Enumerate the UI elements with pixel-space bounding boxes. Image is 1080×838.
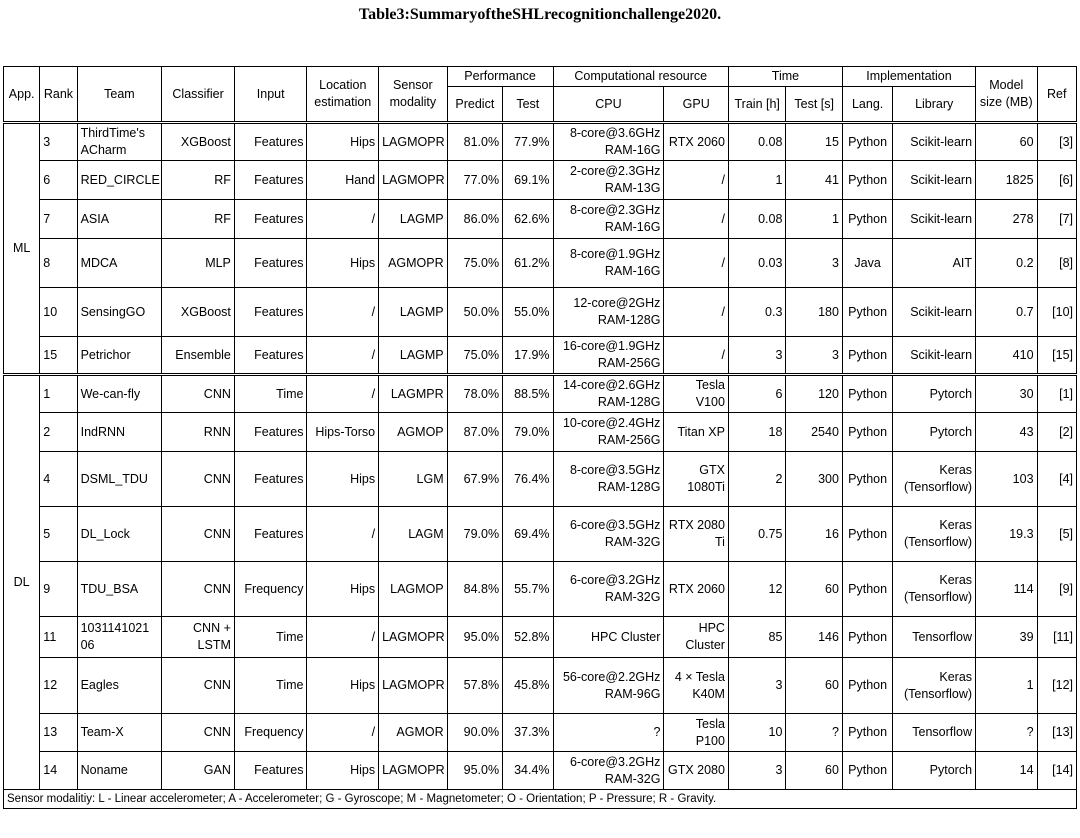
classifier-cell: XGBoost	[162, 123, 235, 161]
ref-cell: [1]	[1037, 375, 1076, 413]
location-cell: Hips	[307, 658, 379, 714]
location-cell: /	[307, 617, 379, 658]
ref-cell: [10]	[1037, 288, 1076, 337]
ref-cell: [4]	[1037, 452, 1076, 507]
location-cell: Hips	[307, 123, 379, 161]
input-cell: Frequency	[234, 562, 307, 617]
test-time-cell: 300	[786, 452, 842, 507]
team-cell: IndRNN	[77, 413, 162, 452]
train-cell: 0.08	[728, 123, 785, 161]
test-cell: 55.0%	[503, 288, 553, 337]
ref-cell: [11]	[1037, 617, 1076, 658]
lang-cell: Python	[842, 562, 892, 617]
test-time-cell: 60	[786, 658, 842, 714]
test-time-cell: 60	[786, 562, 842, 617]
table-row	[4, 658, 1077, 714]
header-computational: Computational resource	[553, 67, 728, 87]
model-size-cell: ?	[976, 714, 1038, 752]
table-row	[4, 507, 1077, 562]
team-cell: 1031141021 06	[77, 617, 162, 658]
rank-cell: 3	[40, 123, 77, 161]
input-cell: Features	[234, 288, 307, 337]
lang-cell: Python	[842, 337, 892, 375]
table-caption: Table3:SummaryoftheSHLrecognitionchallenge2020.	[358, 6, 722, 23]
sensor-cell: LAGMOP	[379, 562, 448, 617]
header-sensor: Sensor modality	[379, 67, 448, 123]
predict-cell: 84.8%	[447, 562, 502, 617]
table-row	[4, 562, 1077, 617]
table-row	[4, 617, 1077, 658]
ref-cell: [13]	[1037, 714, 1076, 752]
train-cell: 18	[728, 413, 785, 452]
rank-cell: 14	[40, 752, 77, 790]
gpu-cell: RTX 2060	[664, 123, 729, 161]
input-cell: Features	[234, 507, 307, 562]
model-size-cell: 103	[976, 452, 1038, 507]
table-row	[4, 200, 1077, 239]
library-cell: Scikit-learn	[893, 200, 976, 239]
header-classifier: Classifier	[162, 67, 235, 123]
test-time-cell: 120	[786, 375, 842, 413]
gpu-cell: HPC Cluster	[664, 617, 729, 658]
sensor-cell: LAGMOPR	[379, 161, 448, 200]
classifier-cell: CNN	[162, 507, 235, 562]
header-test-s: Test [s]	[786, 87, 842, 123]
input-cell: Time	[234, 658, 307, 714]
lang-cell: Python	[842, 714, 892, 752]
cpu-cell: 2-core@2.3GHz RAM-13G	[553, 161, 664, 200]
predict-cell: 86.0%	[447, 200, 502, 239]
rank-cell: 2	[40, 413, 77, 452]
ref-cell: [14]	[1037, 752, 1076, 790]
model-size-cell: 1	[976, 658, 1038, 714]
location-cell: Hand	[307, 161, 379, 200]
predict-cell: 90.0%	[447, 714, 502, 752]
classifier-cell: CNN	[162, 375, 235, 413]
cpu-cell: 6-core@3.5GHz RAM-32G	[553, 507, 664, 562]
train-cell: 2	[728, 452, 785, 507]
team-cell: ThirdTime's ACharm	[77, 123, 162, 161]
team-cell: Noname	[77, 752, 162, 790]
rank-cell: 1	[40, 375, 77, 413]
test-cell: 77.9%	[503, 123, 553, 161]
gpu-cell: GTX 1080Ti	[664, 452, 729, 507]
test-cell: 37.3%	[503, 714, 553, 752]
cpu-cell: 16-core@1.9GHz RAM-256G	[553, 337, 664, 375]
predict-cell: 75.0%	[447, 239, 502, 288]
team-cell: Team-X	[77, 714, 162, 752]
cpu-cell: HPC Cluster	[553, 617, 664, 658]
header-location: Location estimation	[307, 67, 379, 123]
header-predict: Predict	[447, 87, 502, 123]
library-cell: Pytorch	[893, 752, 976, 790]
table-body	[4, 123, 1077, 790]
classifier-cell: CNN	[162, 714, 235, 752]
ref-cell: [7]	[1037, 200, 1076, 239]
model-size-cell: 410	[976, 337, 1038, 375]
location-cell: /	[307, 507, 379, 562]
library-cell: AIT	[893, 239, 976, 288]
test-cell: 55.7%	[503, 562, 553, 617]
predict-cell: 67.9%	[447, 452, 502, 507]
header-team: Team	[77, 67, 162, 123]
team-cell: MDCA	[77, 239, 162, 288]
sensor-cell: LAGMOPR	[379, 658, 448, 714]
cpu-cell: 12-core@2GHz RAM-128G	[553, 288, 664, 337]
table-row	[4, 123, 1077, 161]
location-cell: Hips	[307, 239, 379, 288]
predict-cell: 95.0%	[447, 617, 502, 658]
test-time-cell: 1	[786, 200, 842, 239]
header-app: App.	[4, 67, 40, 123]
ref-cell: [3]	[1037, 123, 1076, 161]
model-size-cell: 14	[976, 752, 1038, 790]
gpu-cell: Tesla V100	[664, 375, 729, 413]
test-time-cell: 41	[786, 161, 842, 200]
train-cell: 85	[728, 617, 785, 658]
cpu-cell: 56-core@2.2GHz RAM-96G	[553, 658, 664, 714]
table-row	[4, 337, 1077, 375]
classifier-cell: GAN	[162, 752, 235, 790]
gpu-cell: /	[664, 239, 729, 288]
predict-cell: 87.0%	[447, 413, 502, 452]
model-size-cell: 19.3	[976, 507, 1038, 562]
library-cell: Keras (Tensorflow)	[893, 507, 976, 562]
test-time-cell: 3	[786, 239, 842, 288]
sensor-cell: LAGM	[379, 507, 448, 562]
library-cell: Pytorch	[893, 413, 976, 452]
test-cell: 34.4%	[503, 752, 553, 790]
lang-cell: Python	[842, 507, 892, 562]
team-cell: DSML_TDU	[77, 452, 162, 507]
team-cell: RED_CIRCLE	[77, 161, 162, 200]
header-train-h: Train [h]	[728, 87, 785, 123]
lang-cell: Python	[842, 288, 892, 337]
library-cell: Scikit-learn	[893, 337, 976, 375]
cpu-cell: 8-core@3.5GHz RAM-128G	[553, 452, 664, 507]
sensor-cell: LAGMP	[379, 288, 448, 337]
classifier-cell: CNN + LSTM	[162, 617, 235, 658]
predict-cell: 75.0%	[447, 337, 502, 375]
predict-cell: 81.0%	[447, 123, 502, 161]
input-cell: Features	[234, 452, 307, 507]
cpu-cell: ?	[553, 714, 664, 752]
rank-cell: 11	[40, 617, 77, 658]
rank-cell: 15	[40, 337, 77, 375]
cpu-cell: 14-core@2.6GHz RAM-128G	[553, 375, 664, 413]
predict-cell: 50.0%	[447, 288, 502, 337]
sensor-cell: LAGMPR	[379, 375, 448, 413]
input-cell: Frequency	[234, 714, 307, 752]
ref-cell: [6]	[1037, 161, 1076, 200]
predict-cell: 57.8%	[447, 658, 502, 714]
test-cell: 69.1%	[503, 161, 553, 200]
train-cell: 0.08	[728, 200, 785, 239]
library-cell: Scikit-learn	[893, 288, 976, 337]
predict-cell: 95.0%	[447, 752, 502, 790]
classifier-cell: MLP	[162, 239, 235, 288]
table-row	[4, 375, 1077, 413]
test-time-cell: 15	[786, 123, 842, 161]
app-cell: ML	[4, 123, 40, 375]
ref-cell: [5]	[1037, 507, 1076, 562]
rank-cell: 12	[40, 658, 77, 714]
header-library: Library	[893, 87, 976, 123]
library-cell: Tensorflow	[893, 714, 976, 752]
ref-cell: [15]	[1037, 337, 1076, 375]
model-size-cell: 114	[976, 562, 1038, 617]
predict-cell: 77.0%	[447, 161, 502, 200]
gpu-cell: Tesla P100	[664, 714, 729, 752]
predict-cell: 79.0%	[447, 507, 502, 562]
classifier-cell: CNN	[162, 658, 235, 714]
input-cell: Features	[234, 337, 307, 375]
input-cell: Features	[234, 413, 307, 452]
table-row	[4, 413, 1077, 452]
location-cell: /	[307, 714, 379, 752]
cpu-cell: 8-core@2.3GHz RAM-16G	[553, 200, 664, 239]
table-row	[4, 752, 1077, 790]
test-cell: 69.4%	[503, 507, 553, 562]
table-row	[4, 452, 1077, 507]
cpu-cell: 6-core@3.2GHz RAM-32G	[553, 562, 664, 617]
table-row	[4, 239, 1077, 288]
library-cell: Scikit-learn	[893, 123, 976, 161]
test-time-cell: 60	[786, 752, 842, 790]
library-cell: Keras (Tensorflow)	[893, 452, 976, 507]
header-cpu: CPU	[553, 87, 664, 123]
gpu-cell: RTX 2080 Ti	[664, 507, 729, 562]
team-cell: SensingGO	[77, 288, 162, 337]
location-cell: Hips	[307, 562, 379, 617]
train-cell: 0.03	[728, 239, 785, 288]
train-cell: 10	[728, 714, 785, 752]
header-test: Test	[503, 87, 553, 123]
cpu-cell: 10-core@2.4GHz RAM-256G	[553, 413, 664, 452]
team-cell: We-can-fly	[77, 375, 162, 413]
team-cell: Eagles	[77, 658, 162, 714]
footnote: Sensor modalitiy: L - Linear accelerometer; A - Accelerometer; G - Gyroscope; M - Magnetometer; O - Orientation; P - Pressure; R - Gravity.	[4, 790, 1077, 809]
header-performance: Performance	[447, 67, 553, 87]
gpu-cell: GTX 2080	[664, 752, 729, 790]
train-cell: 1	[728, 161, 785, 200]
ref-cell: [2]	[1037, 413, 1076, 452]
model-size-cell: 0.2	[976, 239, 1038, 288]
app-cell: DL	[4, 375, 40, 790]
summary-table	[3, 66, 1077, 809]
library-cell: Keras (Tensorflow)	[893, 658, 976, 714]
header-lang: Lang.	[842, 87, 892, 123]
test-cell: 17.9%	[503, 337, 553, 375]
input-cell: Features	[234, 752, 307, 790]
rank-cell: 9	[40, 562, 77, 617]
ref-cell: [9]	[1037, 562, 1076, 617]
rank-cell: 10	[40, 288, 77, 337]
input-cell: Features	[234, 161, 307, 200]
header-time: Time	[728, 67, 842, 87]
model-size-cell: 1825	[976, 161, 1038, 200]
sensor-cell: LAGMOPR	[379, 617, 448, 658]
test-cell: 61.2%	[503, 239, 553, 288]
gpu-cell: 4 × Tesla K40M	[664, 658, 729, 714]
location-cell: /	[307, 288, 379, 337]
sensor-cell: LAGMP	[379, 200, 448, 239]
input-cell: Features	[234, 239, 307, 288]
team-cell: TDU_BSA	[77, 562, 162, 617]
library-cell: Pytorch	[893, 375, 976, 413]
input-cell: Features	[234, 200, 307, 239]
library-cell: Scikit-learn	[893, 161, 976, 200]
sensor-cell: LAGMP	[379, 337, 448, 375]
team-cell: ASIA	[77, 200, 162, 239]
test-cell: 76.4%	[503, 452, 553, 507]
location-cell: Hips	[307, 452, 379, 507]
classifier-cell: XGBoost	[162, 288, 235, 337]
rank-cell: 6	[40, 161, 77, 200]
location-cell: /	[307, 200, 379, 239]
team-cell: Petrichor	[77, 337, 162, 375]
lang-cell: Python	[842, 161, 892, 200]
test-cell: 88.5%	[503, 375, 553, 413]
rank-cell: 13	[40, 714, 77, 752]
sensor-cell: AGMOR	[379, 714, 448, 752]
model-size-cell: 60	[976, 123, 1038, 161]
test-time-cell: 16	[786, 507, 842, 562]
gpu-cell: /	[664, 288, 729, 337]
lang-cell: Python	[842, 200, 892, 239]
sensor-cell: LAGMOPR	[379, 752, 448, 790]
location-cell: Hips	[307, 752, 379, 790]
lang-cell: Python	[842, 752, 892, 790]
test-time-cell: 3	[786, 337, 842, 375]
test-cell: 62.6%	[503, 200, 553, 239]
sensor-cell: LGM	[379, 452, 448, 507]
model-size-cell: 30	[976, 375, 1038, 413]
cpu-cell: 6-core@3.2GHz RAM-32G	[553, 752, 664, 790]
input-cell: Time	[234, 375, 307, 413]
ref-cell: [8]	[1037, 239, 1076, 288]
test-cell: 79.0%	[503, 413, 553, 452]
predict-cell: 78.0%	[447, 375, 502, 413]
gpu-cell: /	[664, 200, 729, 239]
train-cell: 12	[728, 562, 785, 617]
test-cell: 52.8%	[503, 617, 553, 658]
test-cell: 45.8%	[503, 658, 553, 714]
lang-cell: Python	[842, 617, 892, 658]
team-cell: DL_Lock	[77, 507, 162, 562]
lang-cell: Python	[842, 123, 892, 161]
library-cell: Tensorflow	[893, 617, 976, 658]
model-size-cell: 0.7	[976, 288, 1038, 337]
cpu-cell: 8-core@1.9GHz RAM-16G	[553, 239, 664, 288]
model-size-cell: 278	[976, 200, 1038, 239]
lang-cell: Python	[842, 413, 892, 452]
sensor-cell: AGMOP	[379, 413, 448, 452]
gpu-cell: RTX 2060	[664, 562, 729, 617]
train-cell: 6	[728, 375, 785, 413]
classifier-cell: CNN	[162, 452, 235, 507]
header-gpu: GPU	[664, 87, 729, 123]
classifier-cell: RF	[162, 200, 235, 239]
library-cell: Keras (Tensorflow)	[893, 562, 976, 617]
rank-cell: 7	[40, 200, 77, 239]
train-cell: 3	[728, 337, 785, 375]
sensor-cell: LAGMOPR	[379, 123, 448, 161]
model-size-cell: 39	[976, 617, 1038, 658]
table-row	[4, 714, 1077, 752]
lang-cell: Java	[842, 239, 892, 288]
lang-cell: Python	[842, 375, 892, 413]
sensor-cell: AGMOPR	[379, 239, 448, 288]
input-cell: Time	[234, 617, 307, 658]
model-size-cell: 43	[976, 413, 1038, 452]
table-row	[4, 288, 1077, 337]
location-cell: /	[307, 375, 379, 413]
test-time-cell: ?	[786, 714, 842, 752]
rank-cell: 5	[40, 507, 77, 562]
test-time-cell: 180	[786, 288, 842, 337]
test-time-cell: 146	[786, 617, 842, 658]
input-cell: Features	[234, 123, 307, 161]
classifier-cell: CNN	[162, 562, 235, 617]
header-ref: Ref	[1037, 67, 1076, 123]
gpu-cell: /	[664, 161, 729, 200]
rank-cell: 4	[40, 452, 77, 507]
header-rank: Rank	[40, 67, 77, 123]
header-implementation: Implementation	[842, 67, 975, 87]
ref-cell: [12]	[1037, 658, 1076, 714]
train-cell: 3	[728, 752, 785, 790]
train-cell: 0.75	[728, 507, 785, 562]
gpu-cell: Titan XP	[664, 413, 729, 452]
train-cell: 0.3	[728, 288, 785, 337]
classifier-cell: RF	[162, 161, 235, 200]
classifier-cell: RNN	[162, 413, 235, 452]
lang-cell: Python	[842, 658, 892, 714]
header-input: Input	[234, 67, 307, 123]
gpu-cell: /	[664, 337, 729, 375]
location-cell: Hips-Torso	[307, 413, 379, 452]
rank-cell: 8	[40, 239, 77, 288]
table-row	[4, 161, 1077, 200]
lang-cell: Python	[842, 452, 892, 507]
header-model-size: Model size (MB)	[976, 67, 1038, 123]
cpu-cell: 8-core@3.6GHz RAM-16G	[553, 123, 664, 161]
train-cell: 3	[728, 658, 785, 714]
test-time-cell: 2540	[786, 413, 842, 452]
location-cell: /	[307, 337, 379, 375]
classifier-cell: Ensemble	[162, 337, 235, 375]
